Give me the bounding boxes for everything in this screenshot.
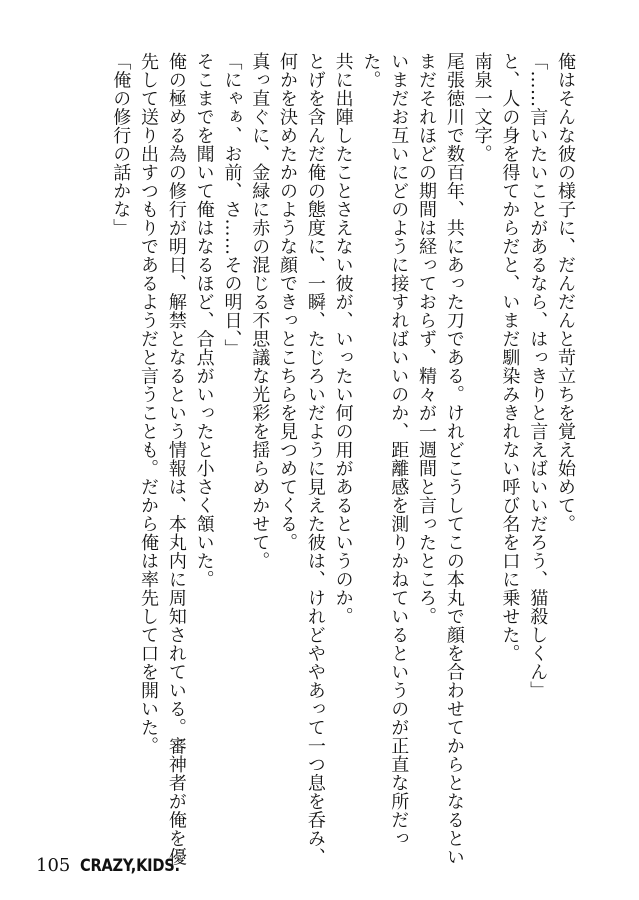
page-number: 105 — [36, 855, 71, 876]
page-footer — [36, 855, 196, 879]
text-line: 俺の極める為の修行が明日、解禁となるという情報は、本丸内に周知されている。審神者が俺を優先して送り出すつもりであるようだと言うことも。だから俺は率先して口を開いた。 — [138, 52, 187, 866]
text-line: 南泉一文字。 — [471, 52, 493, 163]
text-line: 真っ直ぐに、金緑に赤の混じる不思議な光彩を揺らめかせて。 — [249, 52, 271, 570]
text-line: 「俺の修行の話かな」 — [110, 52, 132, 237]
text-line: とげを含んだ俺の態度に、一瞬、たじろいだように見えた彼は、けれどややあって一つ息を呑み、何かを決めたかのような顔できっとこちらを見つめてくる。 — [277, 52, 326, 866]
text-line: と、人の身を得てからだと、いまだ馴染みきれない呼び名を口に乗せた。 — [499, 52, 521, 663]
text-line: 尾張徳川で数百年、共にあった刀である。けれどこうしてこの本丸で顔を合わせてからとなるといまだそれほどの期間は経っておらず、精々が一週間と言ったところ。 — [416, 52, 465, 866]
book-title: CRAZY,KIDS. — [80, 856, 181, 876]
text-line: 「にゃぁ、お前、さ……その明日、」 — [221, 52, 243, 358]
text-line: いまだお互いにどのように接すればいいのか、距離感を測りかねているというのが正直な所だった。 — [360, 52, 410, 848]
text-line: そこまでを聞いて俺はなるほど、合点がいったと小さく頷いた。 — [193, 52, 215, 589]
text-line: 俺はそんな彼の様子に、だんだんと苛立ちを覚え始めて。 — [555, 52, 576, 533]
body-text — [106, 52, 579, 872]
text-line: 「……言いたいことがあるなら、はっきりと言えばいいだろう、猫殺しくん」 — [527, 52, 549, 700]
text-line: 共に出陣したことさえない彼が、いったい何の用があるというのか。 — [332, 52, 354, 626]
